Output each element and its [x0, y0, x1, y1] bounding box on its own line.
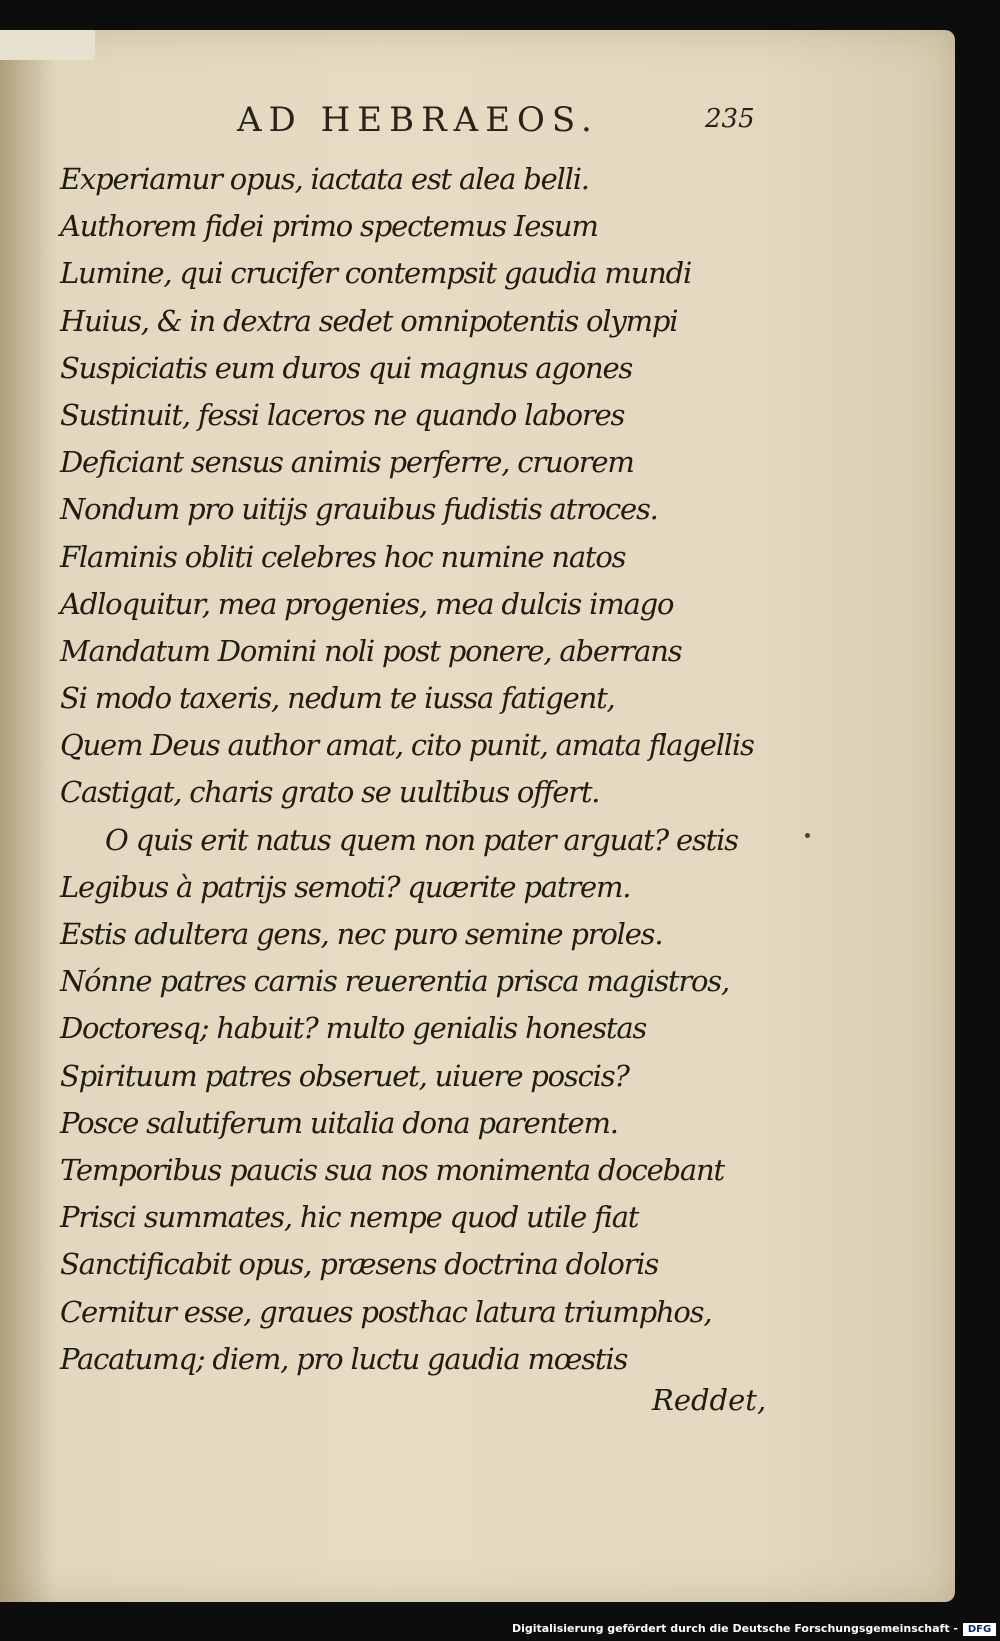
verse-line: Legibus à patrijs semoti? quærite patrem. — [60, 869, 631, 904]
verse-line: Adloquitur, mea progenies, mea dulcis imago — [60, 586, 674, 621]
verse-line: Estis adultera gens, nec puro semine proles. — [60, 917, 663, 951]
verse-line: Cernitur esse, graues posthac latura triumphos, — [60, 1294, 712, 1329]
verse-line: Huius, & in dextra sedet omnipotentis olympi — [60, 303, 678, 338]
dfg-logo: DFG — [963, 1623, 996, 1636]
verse-line: Nónne patres carnis reuerentia prisca magistros, — [60, 964, 729, 999]
verse-line: Suspiciatis eum duros qui magnus agones — [60, 350, 633, 385]
verse-text — [60, 156, 780, 1383]
page-header-text — [0, 100, 955, 150]
verse-line: Pacatumq; diem, pro luctu gaudia mœstis — [60, 1341, 628, 1376]
verse-line: Quem Deus author amat, cito punit, amata flagellis — [60, 728, 754, 763]
torn-page-corner — [0, 30, 95, 60]
verse-line: Si modo taxeris, nedum te iussa fatigent, — [60, 681, 615, 716]
page-gutter-shadow — [0, 30, 55, 1602]
verse-line: Prisci summates, hic nempe quod utile fiat — [60, 1200, 639, 1235]
verse-line: Doctoresq; habuit? multo genialis honestas — [60, 1011, 647, 1046]
verse-line: Sustinuit, fessi laceros ne quando labores — [60, 397, 625, 432]
verse-line: O quis erit natus quem non pater arguat? estis — [105, 822, 738, 857]
catchword: Reddet, — [652, 1383, 767, 1417]
page-number: 235 — [705, 104, 755, 134]
running-head: AD HEBRAEOS. — [237, 100, 599, 140]
verse-line: Nondum pro uitijs grauibus fudistis atroces. — [60, 492, 658, 527]
verse-line: Spirituum patres obseruet, uiuere poscis? — [60, 1058, 629, 1093]
verse-line: Flaminis obliti celebres hoc numine natos — [60, 539, 626, 574]
verse-line: Sanctificabit opus, præsens doctrina doloris — [60, 1247, 659, 1282]
verse-line: Experiamur opus, iactata est alea belli. — [60, 162, 589, 196]
verse-line: Temporibus paucis sua nos monimenta docebant — [60, 1152, 724, 1187]
ink-spot — [805, 833, 810, 838]
verse-line: Authorem fidei primo spectemus Iesum — [60, 209, 598, 244]
verse-line: Mandatum Domini noli post ponere, aberrans — [60, 633, 682, 668]
funding-notice: Digitalisierung gefördert durch die Deutsche Forschungsgemeinschaft - — [511, 1622, 958, 1635]
verse-line: Castigat, charis grato se uultibus offert. — [60, 775, 600, 810]
verse-line: Deficiant sensus animis perferre, cruorem — [60, 445, 634, 480]
verse-line: Lumine, qui crucifer contempsit gaudia mundi — [60, 256, 692, 291]
verse-line: Posce salutiferum uitalia dona parentem. — [60, 1105, 618, 1140]
